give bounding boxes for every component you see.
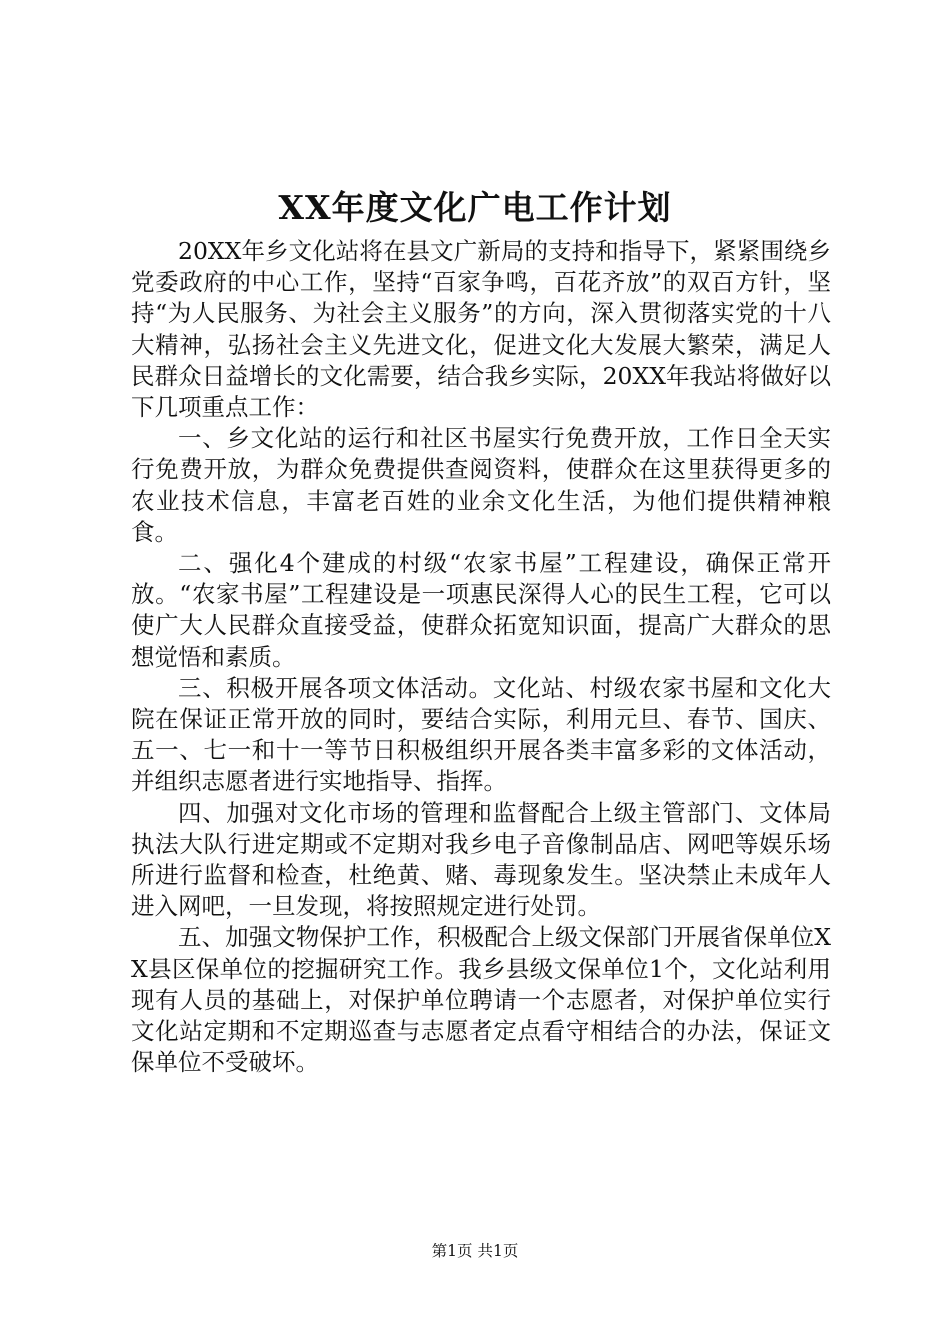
- document-body: [131, 236, 831, 1078]
- paragraph-item-5: 五、加强文物保护工作，积极配合上级文保部门开展省保单位XX县区保单位的挖掘研究工作。我乡县级文保单位1个，文化站利用现有人员的基础上，对保护单位聘请一个志愿者，对保护单位实行文化站定期和不定期巡查与志愿者定点看守相结合的办法，保证文保单位不受破坏。: [131, 923, 831, 1077]
- paragraph-item-3: 三、积极开展各项文体活动。文化站、村级农家书屋和文化大院在保证正常开放的同时，要结合实际，利用元旦、春节、国庆、五一、七一和十一等节日积极组织开展各类丰富多彩的文体活动，并组织志愿者进行实地指导、指挥。: [131, 673, 831, 796]
- paragraph-intro: 20XX年乡文化站将在县文广新局的支持和指导下，紧紧围绕乡党委政府的中心工作，坚持“百家争鸣，百花齐放”的双百方针，坚持“为人民服务、为社会主义服务”的方向，深入贯彻落实党的十八大精神，弘扬社会主义先进文化，促进文化大发展大繁荣，满足人民群众日益增长的文化需要，结合我乡实际，20XX年我站将做好以下几项重点工作：: [131, 237, 831, 422]
- paragraph-item-2: 二、强化4个建成的村级“农家书屋”工程建设，确保正常开放。“农家书屋”工程建设是一项惠民深得人心的民生工程，它可以使广大人民群众直接受益，使群众拓宽知识面，提高广大群众的思想觉悟和素质。: [131, 549, 831, 671]
- paragraph-item-4: 四、加强对文化市场的管理和监督配合上级主管部门、文体局执法大队行进定期或不定期对我乡电子音像制品店、网吧等娱乐场所进行监督和检查，杜绝黄、赌、毒现象发生。坚决禁止未成年人进入网吧，一旦发现，将按照规定进行处罚。: [131, 798, 831, 921]
- document-title: XX年度文化广电工作计划: [278, 188, 672, 227]
- page-footer: 第1页 共1页: [431, 1242, 519, 1260]
- paragraph-item-1: 一、乡文化站的运行和社区书屋实行免费开放，工作日全天实行免费开放，为群众免费提供查阅资料，使群众在这里获得更多的农业技术信息，丰富老百姓的业余文化生活，为他们提供精神粮食。: [131, 424, 831, 546]
